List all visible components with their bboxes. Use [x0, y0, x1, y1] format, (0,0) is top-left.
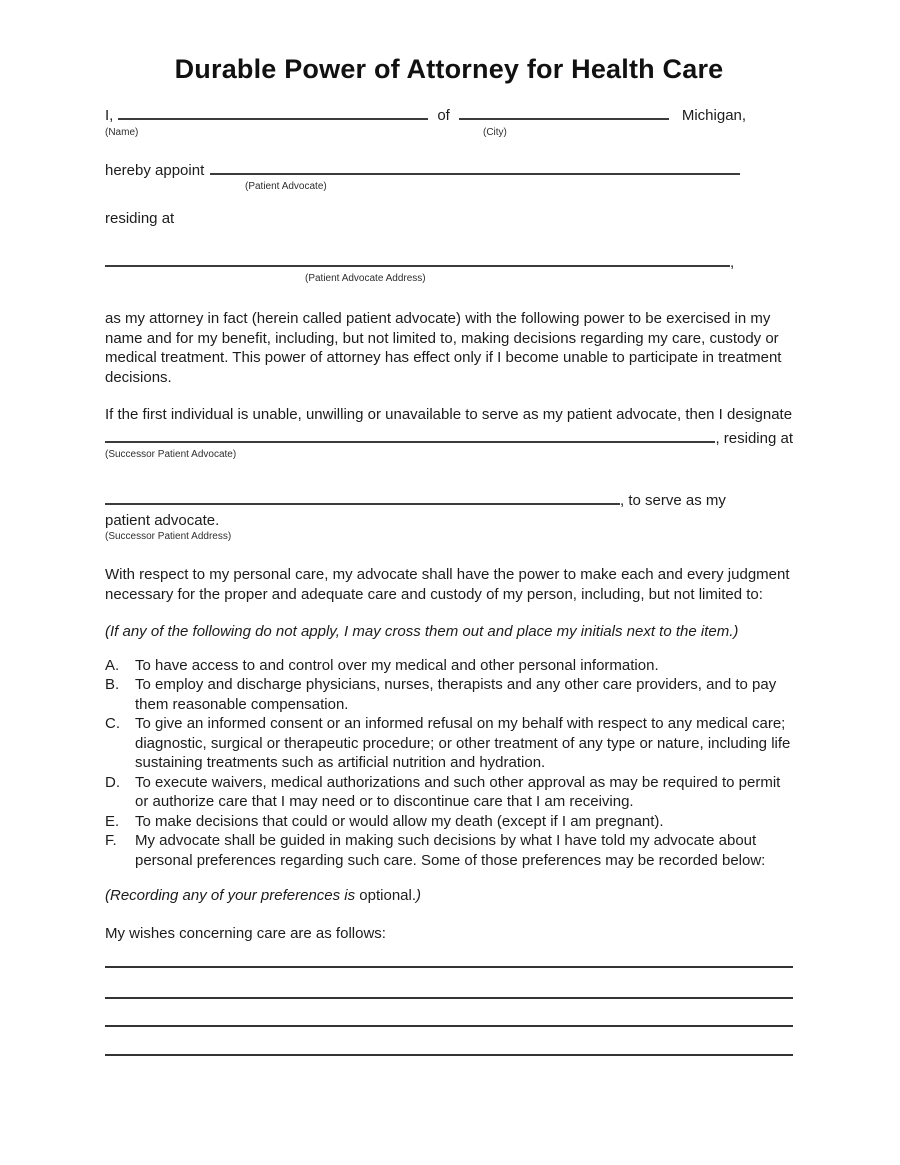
- successor-advocate-labels: [105, 448, 793, 463]
- appoint-line: [105, 161, 740, 181]
- address-trailing-comma: ,: [730, 253, 735, 271]
- appoint-labels: [105, 180, 793, 195]
- residing-prefix: residing at: [105, 210, 175, 227]
- list-item-c: [105, 714, 793, 773]
- list-text: To employ and discharge physicians, nurses, therapists and any other care providers, and to pay them reasonable compensation.: [135, 676, 777, 713]
- appoint-prefix: hereby appoint: [105, 161, 205, 179]
- list-item-e: [105, 812, 793, 832]
- advocate-address-labels: [105, 272, 793, 287]
- document-title: Durable Power of Attorney for Health Care: [174, 54, 724, 84]
- successor-residing-suffix: , residing at: [715, 429, 793, 447]
- successor-intro: If the first individual is unable, unwilling or unavailable to serve as my patient advocate, then I designate: [105, 406, 793, 423]
- patient-advocate-label: (Patient Advocate): [245, 181, 327, 192]
- opening-of-word: of: [437, 107, 450, 124]
- successor-advocate-label: (Successor Patient Advocate): [105, 449, 237, 460]
- list-text: To make decisions that could or would allow my death (except if I am pregnant).: [135, 812, 664, 830]
- successor-advocate-line: [105, 429, 793, 449]
- list-letter: F.: [105, 832, 117, 849]
- list-item-f: [105, 831, 793, 870]
- cross-out-note: (If any of the following do not apply, I may cross them out and place my initials next to the item.): [105, 623, 739, 640]
- successor-address-labels: [105, 530, 793, 545]
- wishes-line-2: [105, 997, 793, 999]
- optional-note-roman: optional.: [355, 887, 417, 904]
- wishes-line-1: [105, 966, 793, 968]
- opening-state-suffix: Michigan,: [681, 107, 747, 124]
- patient-advocate-blank: [210, 161, 740, 175]
- patient-advocate-address-blank: [105, 253, 730, 267]
- optional-note-close: ): [416, 887, 422, 904]
- advocate-address-line: [105, 253, 793, 273]
- successor-serve-suffix: , to serve as my: [620, 492, 726, 509]
- optional-note-italic: (Recording any of your preferences is: [105, 887, 356, 904]
- optional-note: [105, 886, 793, 906]
- list-text: To have access to and control over my medical and other personal information.: [135, 656, 659, 674]
- list-letter: B.: [105, 676, 120, 693]
- list-letter: A.: [105, 656, 120, 674]
- care-paragraph: With respect to my personal care, my advocate shall have the power to make each and every judgment necessary for the proper and adequate care and custody of my person, including, but not limited to:: [105, 566, 790, 603]
- successor-serve-continuation: patient advocate.: [105, 511, 220, 529]
- list-text: My advocate shall be guided in making such decisions by what I have told my advocate about personal preferences regarding such care. Some of those preferences may be recorded below:: [135, 832, 766, 869]
- list-item-d: [105, 773, 793, 812]
- opening-labels: [105, 126, 793, 141]
- powers-paragraph: as my attorney in fact (herein called patient advocate) with the following power to be exercised in my name and for my benefit, including, but not limited to, making decisions regarding my care, custody or medical treatment. This power of attorney has effect only if I become unable to participate in treatment decisions.: [105, 310, 782, 386]
- name-blank: [118, 106, 428, 120]
- wishes-line-4: [105, 1054, 793, 1056]
- list-letter: C.: [105, 715, 120, 732]
- list-letter: D.: [105, 773, 120, 791]
- name-field-label: (Name): [105, 126, 139, 138]
- opening-line: [105, 106, 793, 126]
- opening-i-prefix: I,: [105, 107, 114, 124]
- list-text: To give an informed consent or an informed refusal on my behalf with respect to any medical care; diagnostic, surgical or therapeutic procedure; or other treatment of any type or nature, including life sustaining treatments such as artificial nutrition and hydration.: [135, 715, 791, 771]
- city-field-label: (City): [483, 126, 507, 138]
- patient-advocate-address-label: (Patient Advocate Address): [305, 273, 426, 284]
- list-text: To execute waivers, medical authorizations and such other approval as may be required to permit or authorize care that I may need or to discontinue care that I am receiving.: [135, 773, 781, 810]
- wishes-line-3: [105, 1025, 793, 1027]
- city-blank: [459, 106, 669, 120]
- list-item-a: [105, 656, 793, 676]
- successor-address-label: (Successor Patient Address): [105, 531, 232, 542]
- successor-address-blank: [105, 491, 620, 505]
- powers-list: [105, 656, 793, 871]
- successor-advocate-blank: [105, 429, 715, 443]
- list-letter: E.: [105, 812, 120, 830]
- wishes-prompt: My wishes concerning care are as follows:: [105, 924, 386, 942]
- successor-address-line: [105, 491, 793, 511]
- list-item-b: [105, 675, 793, 714]
